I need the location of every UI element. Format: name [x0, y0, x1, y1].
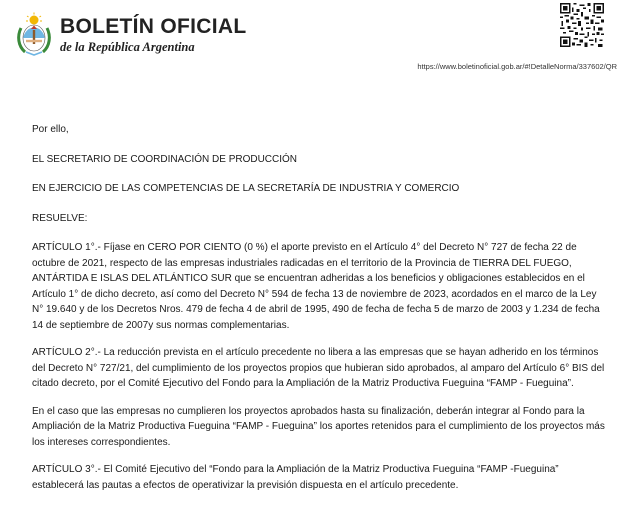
document-body	[32, 122, 606, 505]
paragraph-articulo-2: ARTÍCULO 2°.- La reducción prevista en el artículo precedente no libera a las empresas que se hayan adherido en los términos del Decreto N° 727/21, del cumplimiento de los proyectos propios que hubieran sido aprobados, al amparo del Artículo 6° BIS del citado decreto, por el Comité Ejecutivo del Fondo para la Ampliación de la Matriz Productiva Fueguina “FAMP - Fueguina”.	[32, 347, 605, 389]
paragraph-competencias: EN EJERCICIO DE LAS COMPETENCIAS DE LA SECRETARÍA DE INDUSTRIA Y COMERCIO	[32, 183, 460, 194]
paragraph-resuelve: RESUELVE:	[32, 212, 88, 224]
qr-code-icon	[560, 3, 604, 47]
brand-title: BOLETÍN OFICIAL	[60, 15, 247, 38]
argentina-coat-of-arms-icon	[16, 12, 52, 56]
document-url[interactable]: https://www.boletinoficial.gob.ar/#!DetalleNorma/337602/QR	[417, 62, 617, 71]
paragraph-secretario: EL SECRETARIO DE COORDINACIÓN DE PRODUCCIÓN	[32, 153, 298, 165]
paragraph-por-ello: Por ello,	[32, 124, 69, 135]
paragraph-caso-incumplimiento: En el caso que las empresas no cumplieren los proyectos aprobados hasta su finalización, deberán integrar al Fondo para la Ampliación de la Matriz Productiva Fueguina “FAMP - Fueguina” los aportes retenidos para el cumplimiento de los proyectos más los intereses correspondientes.	[32, 405, 605, 448]
brand-subtitle: de la República Argentina	[60, 40, 195, 54]
paragraph-articulo-1: ARTÍCULO 1°.- Fíjase en CERO POR CIENTO (0 %) el aporte previsto en el Artículo 4° del Decreto N° 727 de fecha 22 de octubre de 2021, respecto de las empresas industriales radicadas en el territorio de la Provincia de TIERRA DEL FUEGO, ANTÁRTIDA E ISLAS DEL ATLÁNTICO SUR que se encuentran adheridas a los beneficios y obligaciones establecidos en el Artículo 1° de dicho decreto, así como del Decreto N° 594 de fecha 13 de noviembre de 2023, acordados en el marco de la Ley N° 19.640 y de los Decretos Nros. 479 de fecha 4 de abril de 1995, 490 de fecha de fecha 5 de marzo de 2003 y 1.234 de fecha 14 de septiembre de 2007y sus normas complementarias.	[32, 242, 600, 331]
document-header	[0, 0, 631, 80]
paragraph-articulo-3: ARTÍCULO 3°.- El Comité Ejecutivo del “Fondo para la Ampliación de la Matriz Productiva Fueguina “FAMP -Fueguina” establecerá las pautas a efectos de operativizar la previsión dispuesta en el artículo precedente.	[32, 464, 559, 491]
